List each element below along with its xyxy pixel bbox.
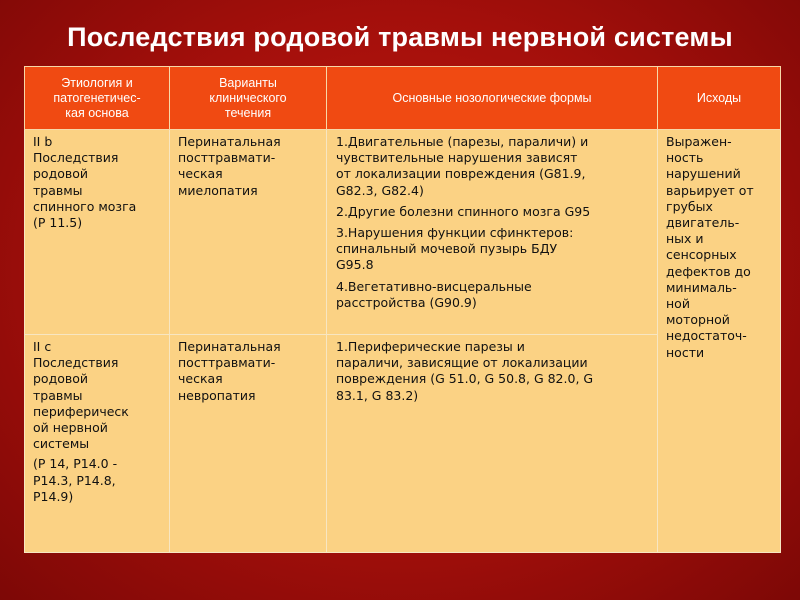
cell-line: травмы [33, 182, 83, 198]
outcome-line: грубых [666, 198, 713, 214]
outcome-line: варьирует от [666, 182, 754, 198]
form-line: 2.Другие болезни спинного мозга G95 [336, 203, 591, 219]
form-line: спинальный мочевой пузырь БДУ [336, 241, 558, 257]
cell-line: ческая [178, 371, 223, 387]
form-line: 1.Двигательные (парезы, параличи) и [336, 134, 589, 149]
table-row-spinal [25, 130, 781, 335]
cell-line: II b [33, 134, 53, 149]
cell-line: Перинатальная [178, 339, 281, 354]
form-line: G82.3, G82.4) [336, 182, 424, 198]
cell-line: ой нервной [33, 420, 108, 436]
form-line: от локализации повреждения (G81.9, [336, 166, 586, 182]
outcome-line: ность [666, 150, 704, 166]
cell-etiology-spinal [25, 130, 170, 335]
header-etiology-line: Этиология и [61, 75, 133, 90]
outcome-line: дефектов до [666, 263, 751, 279]
header-etiology-line: патогенетичес- [53, 90, 141, 105]
form-line: чувствительные нарушения зависят [336, 150, 578, 166]
cell-line: II c [33, 339, 52, 354]
header-row [25, 67, 781, 130]
form-line: 3.Нарушения функции сфинктеров: [336, 225, 574, 241]
form-line: 83.1, G 83.2) [336, 387, 419, 403]
cell-line: родовой [33, 371, 89, 387]
outcome-line: нарушений [666, 166, 741, 182]
cell-etiology-peripheral [25, 335, 170, 553]
cell-forms-spinal [327, 130, 658, 335]
cell-line: P14.9) [33, 488, 74, 504]
cell-line: Последствия [33, 355, 119, 371]
form-line: параличи, зависящие от локализации [336, 355, 588, 371]
cell-line: посттравмати- [178, 355, 276, 371]
cell-line: Последствия [33, 150, 119, 166]
outcome-line: двигатель- [666, 215, 740, 231]
cell-variant-spinal [170, 130, 327, 335]
page-title: Последствия родовой травмы нервной системы [67, 22, 733, 52]
outcome-line: Выражен- [666, 134, 732, 149]
header-etiology-line: кая основа [65, 105, 129, 120]
header-variants [170, 67, 327, 130]
header-variants-line: течения [224, 105, 272, 120]
form-line: 1.Периферические парезы и [336, 339, 525, 354]
outcome-line: недостаточ- [666, 328, 747, 344]
cell-outcomes [658, 130, 781, 553]
cell-line: Перинатальная [178, 134, 281, 149]
cell-line: спинного мозга [33, 198, 137, 214]
cell-line: P14.3, P14.8, [33, 472, 116, 488]
cell-line: посттравмати- [178, 150, 276, 166]
outcome-line: сенсорных [666, 247, 737, 263]
cell-line: (P 14, P14.0 - [33, 456, 118, 472]
outcome-line: ных и [666, 231, 704, 247]
cell-line: периферическ [33, 403, 129, 419]
form-line: повреждения (G 51.0, G 50.8, G 82.0, G [336, 371, 594, 387]
header-variants-line: Варианты [219, 75, 277, 90]
form-line: G95.8 [336, 257, 374, 273]
outcome-line: ности [666, 344, 705, 360]
cell-variant-peripheral [170, 335, 327, 553]
outcome-line: моторной [666, 312, 730, 328]
outcome-line: минималь- [666, 279, 737, 295]
cell-line: миелопатия [178, 182, 258, 198]
form-line: расстройства (G90.9) [336, 294, 477, 310]
form-line: 4.Вегетативно-висцеральные [336, 278, 532, 294]
cell-forms-peripheral [327, 335, 658, 553]
outcome-line: ной [666, 296, 690, 312]
cell-line: невропатия [178, 387, 256, 403]
header-variants-line: клинического [209, 90, 287, 105]
header-outcomes: Исходы [658, 67, 781, 130]
cell-line: родовой [33, 166, 89, 182]
trauma-table [24, 66, 781, 553]
cell-line: ческая [178, 166, 223, 182]
cell-line: (P 11.5) [33, 215, 83, 231]
header-etiology [25, 67, 170, 130]
header-forms: Основные нозологические формы [327, 67, 658, 130]
cell-line: системы [33, 436, 90, 452]
cell-line: травмы [33, 387, 83, 403]
